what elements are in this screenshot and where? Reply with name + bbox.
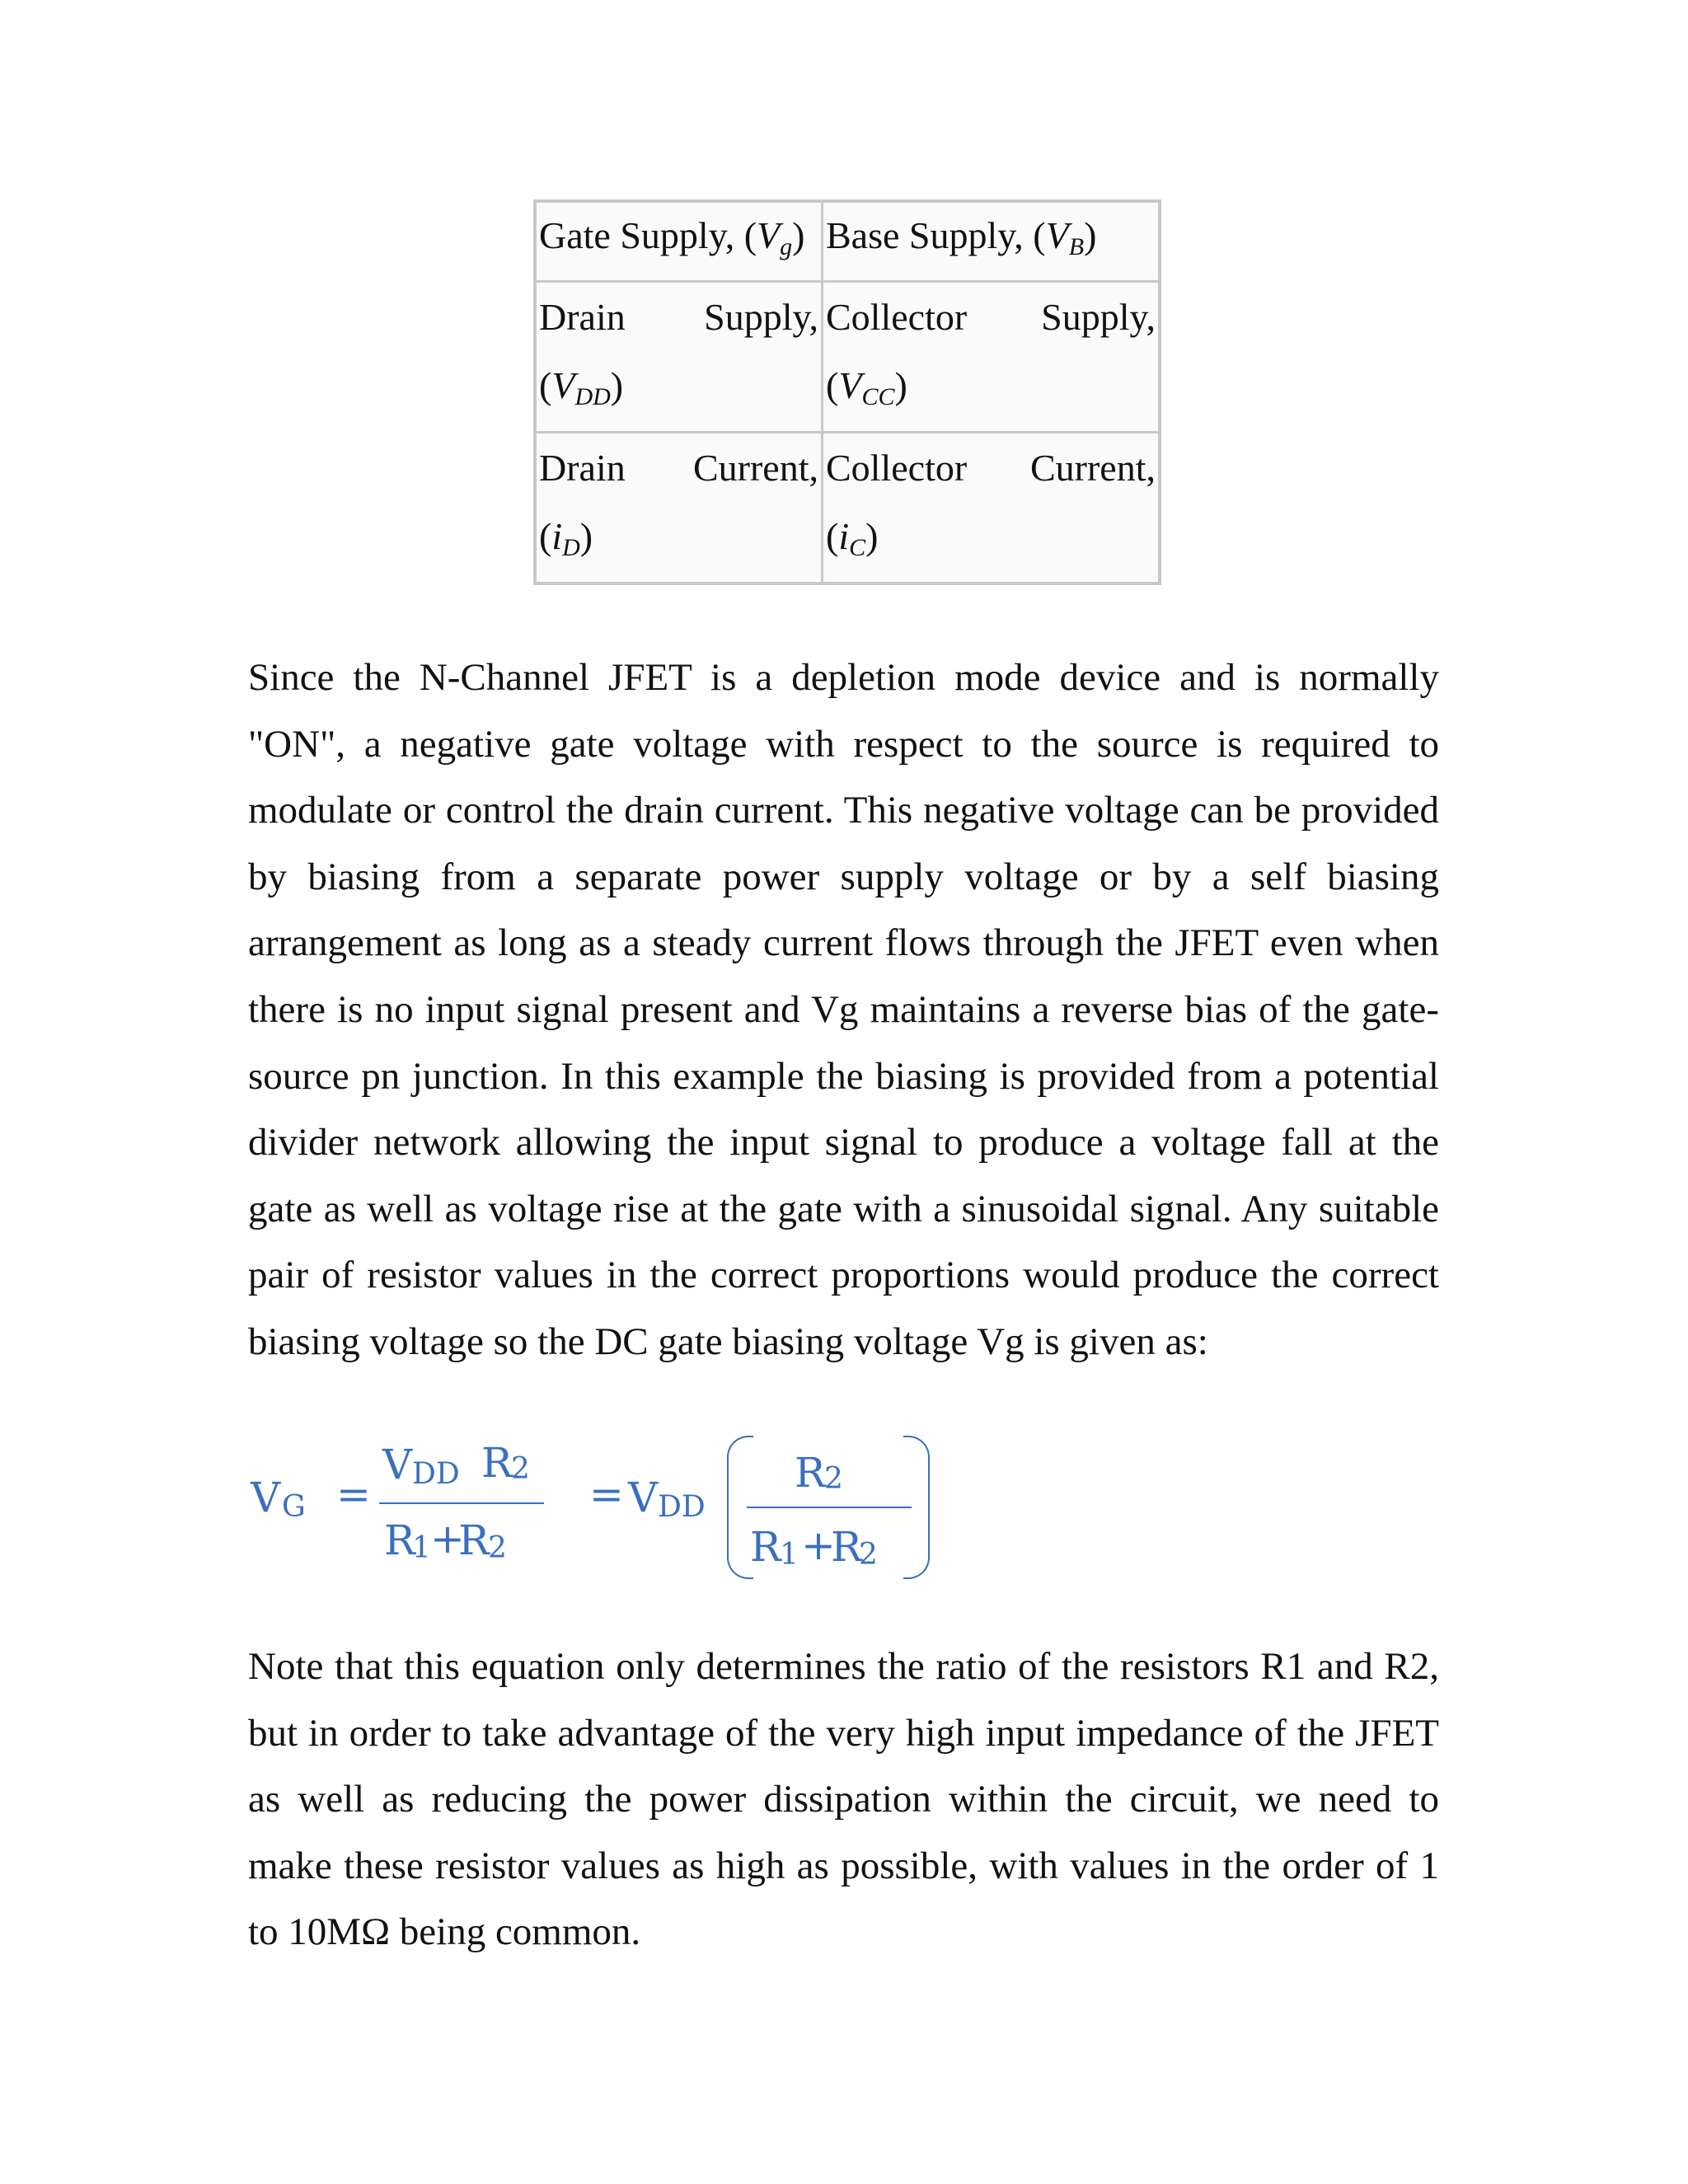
cell-symbol: V — [757, 214, 781, 256]
eq-den1-r2: R — [458, 1516, 490, 1564]
eq-fraction-bar — [379, 1502, 544, 1504]
eq-num2-subscript: 2 — [824, 1462, 843, 1496]
eq-den2-r2: R — [831, 1523, 862, 1571]
body-paragraph: Note that this equation only determines the ratio of the resistors R1 and R2, but in order to take advantage of the very high input impedance of the JFET as well as reducing the power dissipation within the circuit, we need to make these resistor values as high as possible, with values in the order of 1 to 10MΩ being common. — [248, 1645, 1439, 1954]
cell-open: ( — [539, 364, 552, 406]
eq-factor-subscript: DD — [658, 1490, 706, 1524]
eq-den1-r2-subscript: 2 — [488, 1531, 507, 1565]
table-cell — [823, 282, 1160, 433]
cell-symbol: V — [838, 364, 862, 406]
cell-word: Current, — [692, 447, 818, 489]
body-paragraph: Since the N-Channel JFET is a depletion mode device and is normally "ON", a negative gate voltage with respect to the source is required to modulate or control the drain current. This negative voltage can be provided by biasing from a separate power supply voltage or by a self biasing arrangement as long as a steady current flows through the JFET even when there is no input signal present and Vg maintains a reverse bias of the gate-source pn junction. In this example the biasing is provided from a potential divider network allowing the input signal to produce a voltage fall at the gate as well as voltage rise at the gate with a sinusoidal signal. Any suitable pair of resistor values in the correct proportions would produce the correct biasing voltage so the DC gate biasing voltage Vg is given as: — [248, 656, 1439, 1363]
eq-factor: V — [628, 1474, 659, 1521]
eq-den2-plus: + — [801, 1521, 836, 1569]
cell-symbol: V — [1045, 214, 1069, 256]
cell-open: ( — [826, 515, 839, 557]
cell-close: ) — [792, 214, 805, 256]
cell-open: ( — [826, 364, 839, 406]
cell-subscript: DD — [574, 383, 611, 410]
eq-lhs: V — [251, 1474, 281, 1521]
cell-close: ) — [579, 515, 593, 557]
cell-line — [539, 351, 818, 431]
eq-num1-r: R — [481, 1439, 513, 1487]
cell-line — [826, 502, 1156, 582]
cell-symbol: V — [551, 364, 575, 406]
cell-word: Collector — [826, 447, 968, 489]
table-cell — [823, 201, 1160, 282]
cell-close: ) — [1084, 214, 1097, 256]
cell-line — [826, 283, 1156, 351]
table-cell — [535, 433, 823, 584]
eq-plus: + — [430, 1515, 465, 1563]
eq-right-paren — [903, 1436, 930, 1579]
cell-subscript: C — [849, 534, 866, 561]
eq-lhs-subscript: G — [282, 1490, 306, 1524]
cell-open: ( — [539, 515, 552, 557]
table-cell — [535, 282, 823, 433]
eq-den1-r1-subscript: 1 — [412, 1531, 431, 1565]
eq-equals: = — [336, 1470, 371, 1518]
cell-symbol: i — [551, 515, 563, 557]
cell-line — [826, 351, 1156, 431]
cell-word: Current, — [1029, 447, 1156, 489]
eq-den2-r2-subscript: 2 — [859, 1538, 878, 1572]
cell-line — [539, 283, 818, 351]
cell-word: Supply, — [704, 296, 818, 338]
table-row — [535, 282, 1160, 433]
eq-den2-r1-subscript: 1 — [780, 1538, 799, 1572]
cell-subscript: D — [562, 534, 580, 561]
cell-close: ) — [894, 364, 907, 406]
table-cell — [535, 201, 823, 282]
cell-word: Drain — [539, 447, 626, 489]
cell-subscript: g — [780, 233, 793, 260]
cell-word: Supply, — [1041, 296, 1156, 338]
table-row — [535, 201, 1160, 282]
cell-close: ) — [865, 515, 879, 557]
cell-line — [539, 434, 818, 502]
eq-num1-v: V — [382, 1441, 413, 1488]
cell-line — [826, 434, 1156, 502]
eq-num1-r-subscript: 2 — [511, 1452, 530, 1486]
comparison-table — [533, 199, 1161, 585]
eq-num1-v-subscript: DD — [412, 1457, 460, 1491]
voltage-divider-equation — [247, 1432, 940, 1581]
cell-close: ) — [610, 364, 624, 406]
cell-symbol: i — [838, 515, 850, 557]
cell-text: Gate Supply, ( — [539, 214, 757, 256]
cell-word: Collector — [826, 296, 968, 338]
table-row — [535, 433, 1160, 584]
eq-equals-2: = — [589, 1470, 624, 1518]
cell-word: Drain — [539, 296, 626, 338]
cell-subscript: CC — [861, 383, 895, 410]
eq-num2: R — [795, 1449, 826, 1497]
table-cell — [823, 433, 1160, 584]
cell-text: Base Supply, ( — [826, 214, 1046, 256]
cell-subscript: B — [1068, 233, 1085, 260]
cell-line — [539, 502, 818, 582]
eq-fraction-bar-2 — [747, 1507, 912, 1508]
eq-den2-r1: R — [750, 1523, 781, 1571]
eq-den1-r1: R — [384, 1516, 415, 1564]
